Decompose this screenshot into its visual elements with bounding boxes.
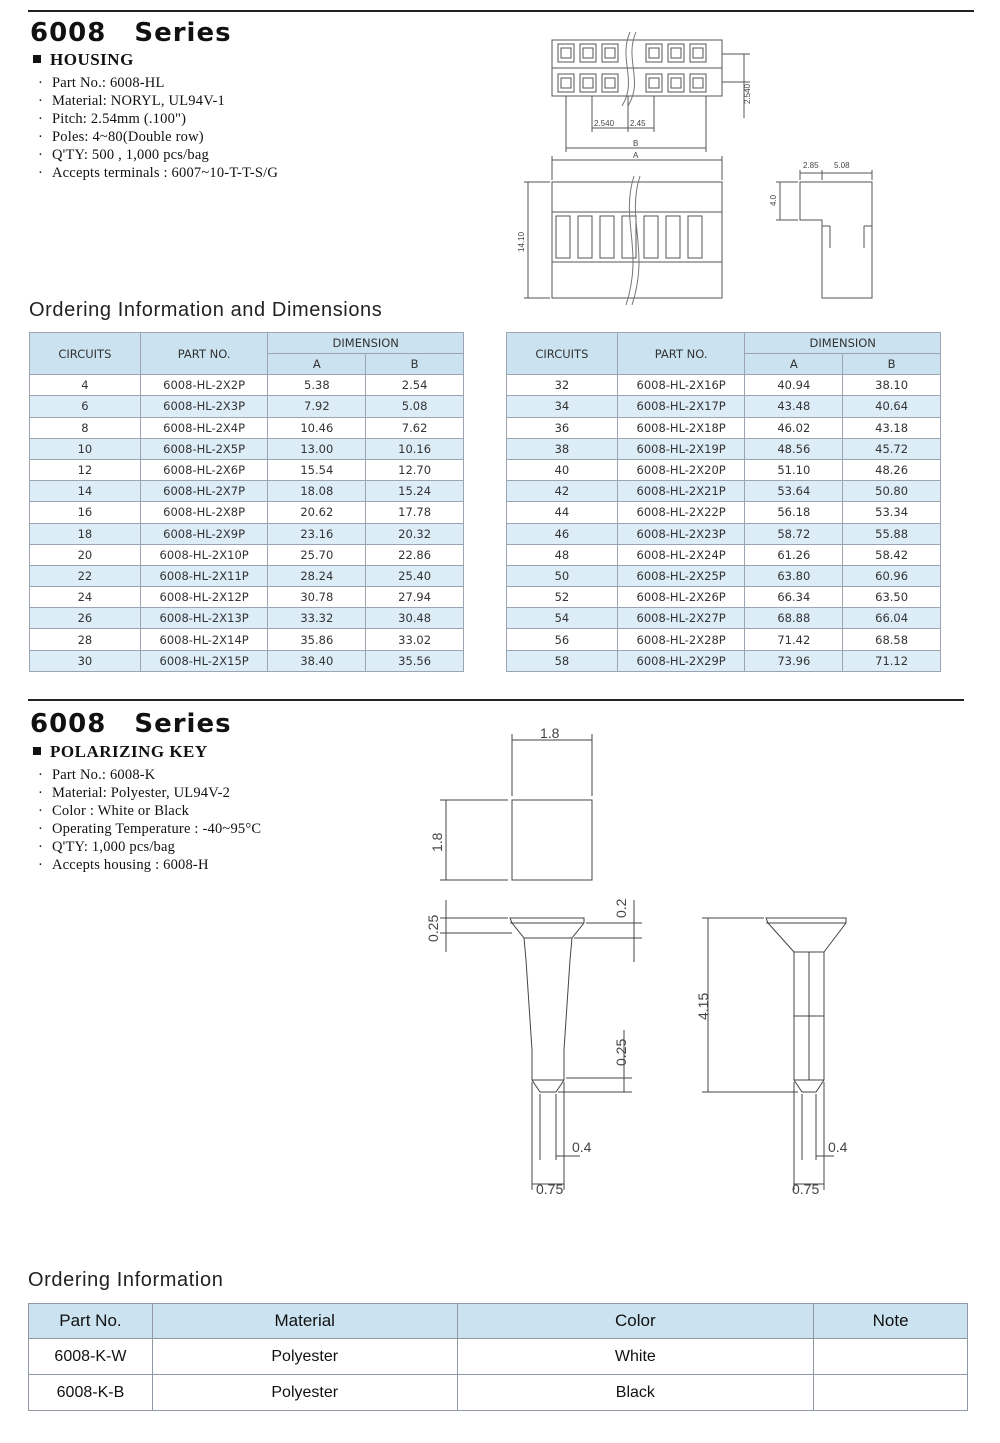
col-header-circuits: CIRCUITS (507, 333, 618, 375)
dim-label-tip-w2: 0.4 (828, 1139, 848, 1155)
cell-circuits: 18 (30, 523, 141, 544)
col-header-b: B (366, 354, 464, 375)
table-row (507, 629, 941, 650)
cell-circuits: 16 (30, 502, 141, 523)
dim-label-head-h: 0.25 (425, 914, 441, 942)
cell-part-no: 6008-HL-2X12P (140, 587, 268, 608)
cell-part-no: 6008-HL-2X5P (140, 438, 268, 459)
key-drawing (410, 720, 870, 1210)
cell-dim-b: 40.64 (843, 396, 941, 417)
cell-material: Polyester (152, 1339, 457, 1375)
cell-circuits: 54 (507, 608, 618, 629)
cell-dim-a: 35.86 (268, 629, 366, 650)
cell-dim-a: 10.46 (268, 417, 366, 438)
cell-circuits: 10 (30, 438, 141, 459)
cell-dim-b: 12.70 (366, 459, 464, 480)
cell-dim-b: 71.12 (843, 650, 941, 671)
key-side-view (766, 918, 846, 1092)
col-header-dimension: DIMENSION (745, 333, 941, 354)
key-series-word: Series (134, 709, 232, 739)
spec-text: Accepts terminals : 6007~10-T-T-S/G (52, 165, 279, 181)
cell-dim-b: 35.56 (366, 650, 464, 671)
table-row (29, 1339, 968, 1375)
cell-note (814, 1339, 968, 1375)
cell-part-no: 6008-HL-2X9P (140, 523, 268, 544)
cell-dim-a: 23.16 (268, 523, 366, 544)
cell-dim-b: 10.16 (366, 438, 464, 459)
spec-item (30, 802, 261, 820)
bullet-dot-icon: · (38, 165, 44, 181)
spec-item (30, 128, 278, 146)
cell-circuits: 42 (507, 481, 618, 502)
cell-dim-a: 25.70 (268, 544, 366, 565)
spec-text: Accepts housing : 6008-H (52, 857, 209, 873)
col-header-part-no: PART NO. (617, 333, 745, 375)
housing-spec-list (30, 74, 278, 182)
square-bullet-icon (33, 55, 41, 63)
cell-dim-a: 46.02 (745, 417, 843, 438)
cell-part-no: 6008-HL-2X4P (140, 417, 268, 438)
cell-dim-b: 33.02 (366, 629, 464, 650)
housing-drawing (510, 30, 940, 305)
housing-series-title (30, 18, 232, 48)
cell-dim-a: 28.24 (268, 565, 366, 586)
key-top-view (512, 800, 592, 880)
cell-part-no: 6008-HL-2X2P (140, 375, 268, 396)
cell-dim-b: 50.80 (843, 481, 941, 502)
cell-dim-b: 66.04 (843, 608, 941, 629)
ordering-dimensions-heading: Ordering Information and Dimensions (29, 299, 383, 321)
spec-item (30, 820, 261, 838)
spec-text: Part No.: 6008-HL (52, 75, 165, 91)
housing-subtitle-text: HOUSING (50, 50, 134, 69)
table-row (30, 459, 464, 480)
key-series-title (30, 709, 232, 739)
cell-dim-a: 15.54 (268, 459, 366, 480)
cell-dim-a: 53.64 (745, 481, 843, 502)
dimension-table-right (506, 332, 941, 672)
cell-dim-b: 60.96 (843, 565, 941, 586)
bullet-dot-icon: · (38, 839, 44, 855)
spec-text: Q'TY: 500 , 1,000 pcs/bag (52, 147, 209, 163)
cell-circuits: 58 (507, 650, 618, 671)
col-header-a: A (268, 354, 366, 375)
spec-item (30, 74, 278, 92)
bullet-dot-icon: · (38, 129, 44, 145)
cell-circuits: 50 (507, 565, 618, 586)
cell-dim-b: 58.42 (843, 544, 941, 565)
table-row (507, 417, 941, 438)
cell-dim-a: 30.78 (268, 587, 366, 608)
cell-dim-b: 5.08 (366, 396, 464, 417)
housing-series-word: Series (134, 18, 232, 48)
cell-material: Polyester (152, 1375, 457, 1411)
key-spec-list (30, 766, 261, 874)
cell-circuits: 32 (507, 375, 618, 396)
col-header-color: Color (457, 1304, 814, 1339)
table-row (30, 544, 464, 565)
cell-dim-a: 18.08 (268, 481, 366, 502)
cell-dim-b: 17.78 (366, 502, 464, 523)
housing-side-view (800, 182, 872, 298)
table-row (30, 608, 464, 629)
spec-item (30, 784, 261, 802)
cell-part-no: 6008-HL-2X24P (617, 544, 745, 565)
key-ordering-table (28, 1303, 968, 1411)
col-header-note: Note (814, 1304, 968, 1339)
table-row (507, 459, 941, 480)
dim-label-side-w2: 5.08 (834, 161, 850, 170)
cell-dim-b: 20.32 (366, 523, 464, 544)
spec-item (30, 766, 261, 784)
table-row (507, 544, 941, 565)
ordering-key-heading: Ordering Information (28, 1269, 224, 1291)
cell-part-no: 6008-HL-2X10P (140, 544, 268, 565)
cell-circuits: 52 (507, 587, 618, 608)
spec-text: Material: NORYL, UL94V-1 (52, 93, 226, 109)
dim-label-head-gap: 0.2 (613, 898, 629, 918)
cell-part-no: 6008-HL-2X7P (140, 481, 268, 502)
housing-series-number: 6008 (30, 18, 107, 48)
cell-dim-b: 38.10 (843, 375, 941, 396)
bullet-dot-icon: · (38, 111, 44, 127)
cell-circuits: 44 (507, 502, 618, 523)
cell-part-no: 6008-HL-2X18P (617, 417, 745, 438)
cell-part-no: 6008-HL-2X23P (617, 523, 745, 544)
spec-item (30, 110, 278, 128)
cell-dim-a: 68.88 (745, 608, 843, 629)
cell-circuits: 8 (30, 417, 141, 438)
spec-item (30, 92, 278, 110)
cell-circuits: 12 (30, 459, 141, 480)
spec-text: Pitch: 2.54mm (.100") (52, 111, 187, 127)
dim-label-tip-w: 0.4 (572, 1139, 592, 1155)
cell-part-no: 6008-HL-2X11P (140, 565, 268, 586)
cell-circuits: 40 (507, 459, 618, 480)
dim-label-side-h: 4.0 (769, 194, 778, 206)
table-row (30, 523, 464, 544)
cell-part-no: 6008-K-B (29, 1375, 153, 1411)
table-row (30, 565, 464, 586)
middle-rule (28, 699, 964, 701)
cell-dim-a: 48.56 (745, 438, 843, 459)
dimension-table-left (29, 332, 464, 672)
cell-circuits: 28 (30, 629, 141, 650)
table-row (30, 502, 464, 523)
cell-circuits: 20 (30, 544, 141, 565)
spec-text: Color : White or Black (52, 803, 190, 819)
table-row (507, 438, 941, 459)
cell-dim-a: 38.40 (268, 650, 366, 671)
key-front-view (510, 918, 584, 1092)
cell-circuits: 36 (507, 417, 618, 438)
bullet-dot-icon: · (38, 803, 44, 819)
spec-text: Operating Temperature : -40~95°C (52, 821, 262, 837)
cell-part-no: 6008-HL-2X15P (140, 650, 268, 671)
col-header-circuits: CIRCUITS (30, 333, 141, 375)
cell-part-no: 6008-HL-2X28P (617, 629, 745, 650)
table-row (507, 565, 941, 586)
cell-part-no: 6008-HL-2X27P (617, 608, 745, 629)
cell-dim-a: 5.38 (268, 375, 366, 396)
table-row (30, 629, 464, 650)
cell-part-no: 6008-HL-2X29P (617, 650, 745, 671)
spec-item (30, 856, 261, 874)
cell-dim-a: 20.62 (268, 502, 366, 523)
cell-circuits: 22 (30, 565, 141, 586)
table-row (30, 438, 464, 459)
cell-circuits: 6 (30, 396, 141, 417)
cell-dim-b: 48.26 (843, 459, 941, 480)
cell-dim-b: 2.54 (366, 375, 464, 396)
cell-part-no: 6008-HL-2X19P (617, 438, 745, 459)
cell-dim-a: 63.80 (745, 565, 843, 586)
table-row (30, 587, 464, 608)
cell-part-no: 6008-HL-2X3P (140, 396, 268, 417)
cell-part-no: 6008-HL-2X17P (617, 396, 745, 417)
cell-dim-a: 58.72 (745, 523, 843, 544)
cell-dim-a: 71.42 (745, 629, 843, 650)
cell-part-no: 6008-HL-2X8P (140, 502, 268, 523)
col-header-material: Material (152, 1304, 457, 1339)
dim-label-body-w: 0.75 (536, 1181, 564, 1197)
cell-dim-b: 30.48 (366, 608, 464, 629)
col-header-part-no: Part No. (29, 1304, 153, 1339)
cell-part-no: 6008-HL-2X14P (140, 629, 268, 650)
cell-circuits: 26 (30, 608, 141, 629)
cell-dim-b: 68.58 (843, 629, 941, 650)
cell-part-no: 6008-HL-2X20P (617, 459, 745, 480)
cell-part-no: 6008-HL-2X16P (617, 375, 745, 396)
bullet-dot-icon: · (38, 785, 44, 801)
dim-label-a: A (633, 151, 639, 160)
spec-text: Part No.: 6008-K (52, 767, 156, 783)
cell-dim-b: 45.72 (843, 438, 941, 459)
table-row (507, 375, 941, 396)
cell-dim-a: 66.34 (745, 587, 843, 608)
cell-dim-b: 22.86 (366, 544, 464, 565)
spec-item (30, 164, 278, 182)
bullet-dot-icon: · (38, 93, 44, 109)
dim-label-body-w2: 0.75 (792, 1181, 820, 1197)
dim-label-pitch-h: 2.540 (743, 83, 752, 104)
dim-label-pitch-w: 2.540 (594, 119, 615, 128)
cell-dim-b: 7.62 (366, 417, 464, 438)
dim-label-height: 14.10 (517, 231, 526, 252)
cell-part-no: 6008-K-W (29, 1339, 153, 1375)
cell-circuits: 4 (30, 375, 141, 396)
cell-circuits: 38 (507, 438, 618, 459)
cell-circuits: 24 (30, 587, 141, 608)
cell-part-no: 6008-HL-2X26P (617, 587, 745, 608)
table-row (30, 481, 464, 502)
key-series-number: 6008 (30, 709, 107, 739)
cell-dim-b: 63.50 (843, 587, 941, 608)
cell-circuits: 30 (30, 650, 141, 671)
table-row (507, 587, 941, 608)
cell-dim-b: 43.18 (843, 417, 941, 438)
dim-label-side-w1: 2.85 (803, 161, 819, 170)
cell-dim-a: 13.00 (268, 438, 366, 459)
col-header-b: B (843, 354, 941, 375)
cell-dim-b: 15.24 (366, 481, 464, 502)
spec-item (30, 838, 261, 856)
cell-dim-b: 25.40 (366, 565, 464, 586)
square-bullet-icon (33, 747, 41, 755)
cell-circuits: 48 (507, 544, 618, 565)
bullet-dot-icon: · (38, 821, 44, 837)
key-subtitle (33, 742, 208, 762)
col-header-dimension: DIMENSION (268, 333, 464, 354)
cell-dim-a: 7.92 (268, 396, 366, 417)
spec-text: Poles: 4~80(Double row) (52, 129, 204, 145)
cell-part-no: 6008-HL-2X6P (140, 459, 268, 480)
cell-dim-a: 61.26 (745, 544, 843, 565)
bullet-dot-icon: · (38, 147, 44, 163)
housing-front-slots (556, 216, 702, 258)
table-row (507, 396, 941, 417)
cell-part-no: 6008-HL-2X25P (617, 565, 745, 586)
cell-part-no: 6008-HL-2X22P (617, 502, 745, 523)
cell-dim-a: 33.32 (268, 608, 366, 629)
key-subtitle-text: POLARIZING KEY (50, 742, 208, 761)
cell-dim-a: 56.18 (745, 502, 843, 523)
table-row (507, 502, 941, 523)
cell-dim-a: 51.10 (745, 459, 843, 480)
cell-dim-a: 73.96 (745, 650, 843, 671)
cell-color: White (457, 1339, 814, 1375)
cell-dim-b: 53.34 (843, 502, 941, 523)
spec-text: Q'TY: 1,000 pcs/bag (52, 839, 176, 855)
bullet-dot-icon: · (38, 767, 44, 783)
cell-part-no: 6008-HL-2X21P (617, 481, 745, 502)
table-row (507, 608, 941, 629)
cell-part-no: 6008-HL-2X13P (140, 608, 268, 629)
table-row (30, 375, 464, 396)
dim-label-top-h: 1.8 (429, 832, 445, 852)
cell-circuits: 46 (507, 523, 618, 544)
dim-label-b: B (633, 139, 639, 148)
spec-text: Material: Polyester, UL94V-2 (52, 785, 231, 801)
cell-dim-b: 55.88 (843, 523, 941, 544)
cell-dim-a: 43.48 (745, 396, 843, 417)
table-row (30, 396, 464, 417)
table-row (29, 1375, 968, 1411)
dim-label-length: 4.15 (695, 992, 711, 1020)
dim-label-gap: 2.45 (630, 119, 646, 128)
dim-label-top-w: 1.8 (540, 725, 560, 741)
col-header-part-no: PART NO. (140, 333, 268, 375)
table-row (507, 650, 941, 671)
top-rule (28, 10, 974, 12)
cell-circuits: 56 (507, 629, 618, 650)
table-row (30, 417, 464, 438)
bullet-dot-icon: · (38, 857, 44, 873)
bullet-dot-icon: · (38, 75, 44, 91)
dim-label-tip-h: 0.25 (613, 1038, 629, 1066)
housing-subtitle (33, 50, 134, 70)
table-row (507, 523, 941, 544)
cell-color: Black (457, 1375, 814, 1411)
cell-note (814, 1375, 968, 1411)
col-header-a: A (745, 354, 843, 375)
cell-dim-a: 40.94 (745, 375, 843, 396)
cell-dim-b: 27.94 (366, 587, 464, 608)
cell-circuits: 14 (30, 481, 141, 502)
spec-item (30, 146, 278, 164)
cell-circuits: 34 (507, 396, 618, 417)
table-row (30, 650, 464, 671)
table-row (507, 481, 941, 502)
